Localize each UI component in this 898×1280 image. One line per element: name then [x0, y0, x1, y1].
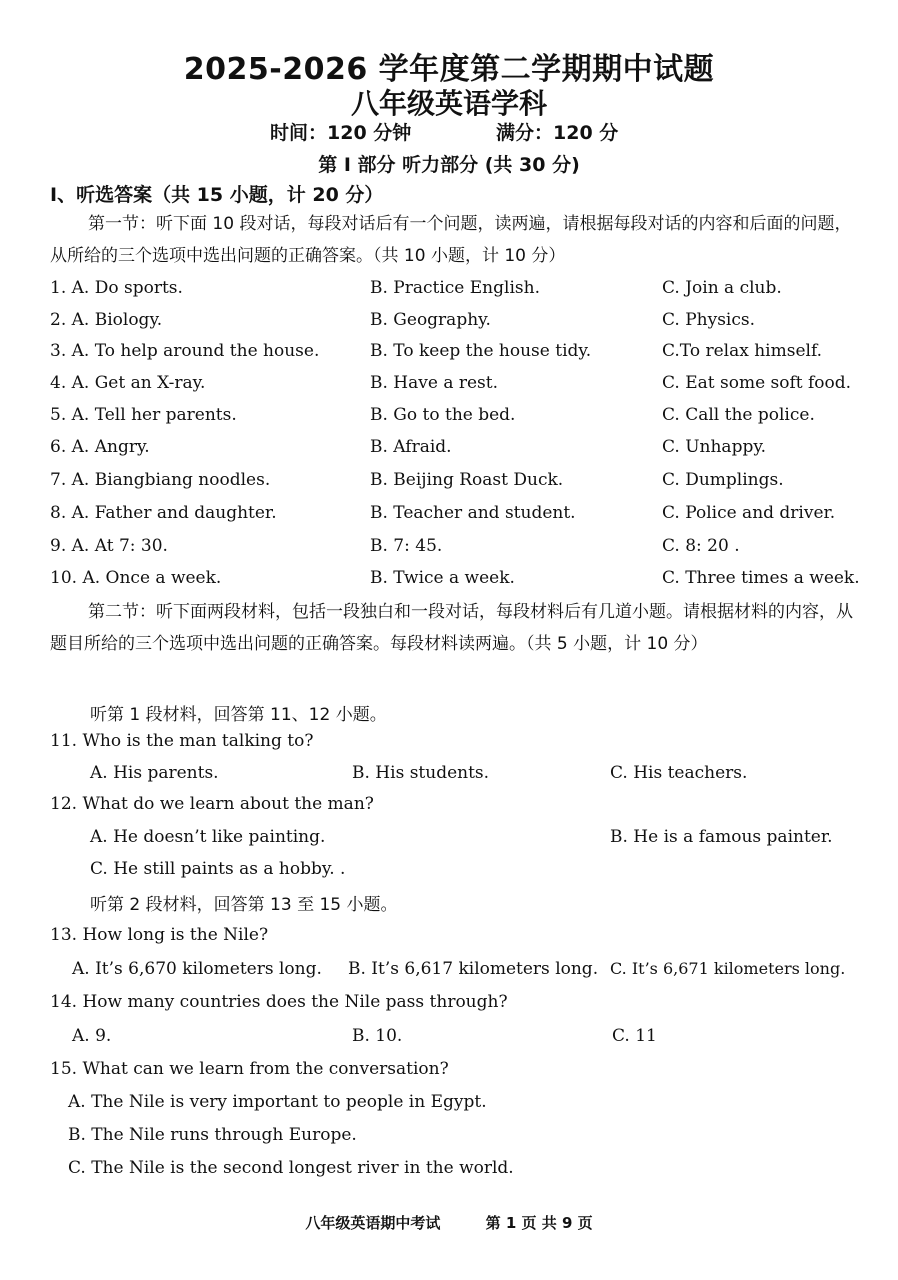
question-number: 7.: [50, 470, 67, 490]
question-9-a: [50, 536, 168, 556]
question-13-b: B. It’s 6,617 kilometers long.: [348, 959, 599, 979]
material-1-hint: 听第 1 段材料，回答第 11、12 小题。: [90, 705, 387, 725]
question-number: 6.: [50, 437, 67, 457]
question-12-c: C. He still paints as a hobby. .: [90, 859, 346, 879]
question-15-stem: 15. What can we learn from the conversation?: [50, 1059, 449, 1079]
option-a: A. Biology.: [71, 310, 163, 330]
option-a: A. Tell her parents.: [71, 405, 237, 425]
exam-time: 时间：120 分钟: [270, 122, 412, 144]
option-a: A. Biangbiang noodles.: [71, 470, 271, 490]
question-12-stem: 12. What do we learn about the man?: [50, 794, 374, 814]
question-2-b: B. Geography.: [370, 310, 491, 330]
question-12-b: B. He is a famous painter.: [610, 827, 833, 847]
question-2-c: C. Physics.: [662, 310, 756, 330]
material-2-hint: 听第 2 段材料，回答第 13 至 15 小题。: [90, 895, 398, 915]
question-8-b: B. Teacher and student.: [370, 503, 576, 523]
question-15-a: A. The Nile is very important to people in Egypt.: [68, 1092, 487, 1112]
question-11-c: C. His teachers.: [610, 763, 748, 783]
page-footer: [0, 1212, 898, 1233]
part2-instructions: 第二节：听下面两段材料，包括一段独白和一段对话，每段材料后有几道小题。请根据材料的内容，从题目所给的三个选项中选出问题的正确答案。每段材料读两遍。（共 5 小题，计 10 分）: [50, 602, 853, 654]
exam-subtitle: 八年级英语学科: [350, 87, 547, 120]
exam-full-score: 满分：120 分: [496, 122, 619, 144]
option-a: A. To help around the house.: [71, 341, 320, 361]
question-11-b: B. His students.: [352, 763, 490, 783]
option-a: A. Father and daughter.: [71, 503, 277, 523]
question-number: 9.: [50, 536, 67, 556]
question-4-c: C. Eat some soft food.: [662, 373, 852, 393]
question-9-b: B. 7: 45.: [370, 536, 443, 556]
question-5-c: C. Call the police.: [662, 405, 815, 425]
question-10-b: B. Twice a week.: [370, 568, 515, 588]
question-1-c: C. Join a club.: [662, 278, 782, 298]
question-number: 1.: [50, 278, 67, 298]
question-15-c: C. The Nile is the second longest river in the world.: [68, 1158, 514, 1178]
footer-exam-name: 八年级英语期中考试: [305, 1214, 441, 1232]
question-number: 10.: [50, 568, 78, 588]
question-7-b: B. Beijing Roast Duck.: [370, 470, 564, 490]
part1-instructions: 第一节：听下面 10 段对话，每段对话后有一个问题，读两遍，请根据每段对话的内容和后面的问题，从所给的三个选项中选出问题的正确答案。（共 10 小题，计 10 分）: [50, 214, 852, 266]
question-13-stem: 13. How long is the Nile?: [50, 925, 269, 945]
question-1-a: [50, 278, 183, 298]
question-number: 8.: [50, 503, 67, 523]
question-number: 5.: [50, 405, 67, 425]
question-6-c: C. Unhappy.: [662, 437, 767, 457]
option-a: A. Once a week.: [82, 568, 222, 588]
question-11-stem: 11. Who is the man talking to?: [50, 731, 314, 751]
section-heading: I、听选答案（共 15 小题，计 20 分）: [50, 184, 384, 206]
question-6-b: B. Afraid.: [370, 437, 452, 457]
question-1-b: B. Practice English.: [370, 278, 540, 298]
question-7-a: [50, 470, 270, 490]
question-number: 2.: [50, 310, 67, 330]
question-14-c: C. 11: [612, 1026, 657, 1046]
question-4-a: [50, 373, 205, 393]
question-5-b: B. Go to the bed.: [370, 405, 516, 425]
question-11-a: A. His parents.: [90, 763, 219, 783]
exam-title: 2025-2026 学年度第二学期期中试题: [183, 52, 715, 87]
part-heading: 第 I 部分 听力部分 (共 30 分): [318, 154, 580, 176]
question-3-c: C.To relax himself.: [662, 341, 823, 361]
question-8-c: C. Police and driver.: [662, 503, 836, 523]
question-8-a: [50, 503, 277, 523]
question-14-b: B. 10.: [352, 1026, 403, 1046]
question-10-a: [50, 568, 221, 588]
question-5-a: [50, 405, 237, 425]
question-number: 4.: [50, 373, 67, 393]
question-number: 3.: [50, 341, 67, 361]
question-12-a: A. He doesn’t like painting.: [90, 827, 326, 847]
footer-page-number: 第 1 页 共 9 页: [485, 1214, 593, 1232]
question-15-b: B. The Nile runs through Europe.: [68, 1125, 357, 1145]
question-14-a: A. 9.: [72, 1026, 112, 1046]
question-3-a: [50, 341, 319, 361]
question-7-c: C. Dumplings.: [662, 470, 784, 490]
question-9-c: C. 8: 20 .: [662, 536, 740, 556]
question-13-a: A. It’s 6,670 kilometers long.: [72, 959, 322, 979]
option-a: A. At 7: 30.: [71, 536, 168, 556]
option-a: A. Angry.: [71, 437, 150, 457]
question-6-a: [50, 437, 150, 457]
question-14-stem: 14. How many countries does the Nile pass through?: [50, 992, 508, 1012]
question-10-c: C. Three times a week.: [662, 568, 860, 588]
option-a: A. Do sports.: [71, 278, 183, 298]
question-4-b: B. Have a rest.: [370, 373, 499, 393]
question-3-b: B. To keep the house tidy.: [370, 341, 592, 361]
option-a: A. Get an X-ray.: [71, 373, 206, 393]
question-2-a: [50, 310, 162, 330]
question-13-c: C. It’s 6,671 kilometers long.: [610, 959, 846, 978]
